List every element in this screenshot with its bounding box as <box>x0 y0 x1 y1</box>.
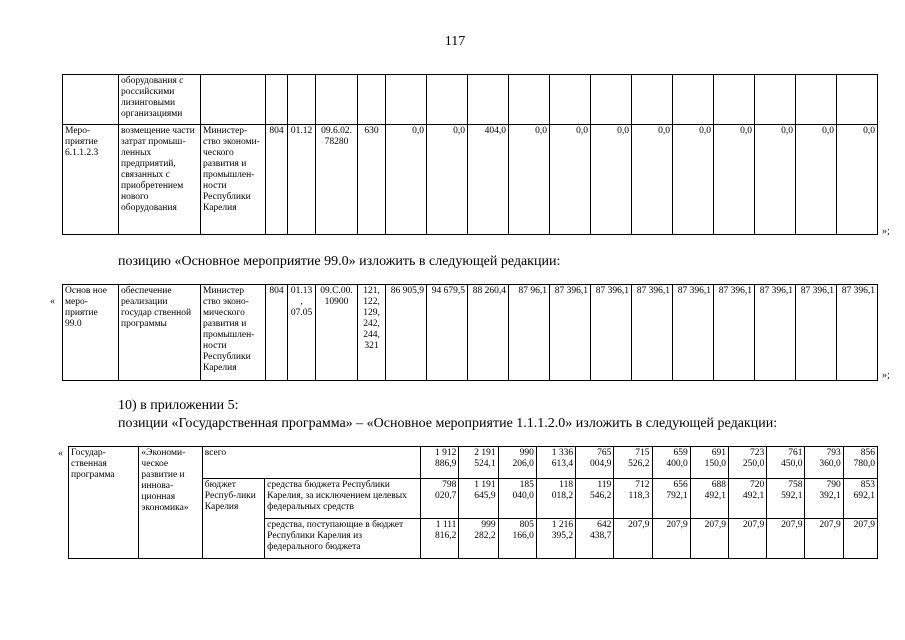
cell-value: 723 250,0 <box>729 447 767 479</box>
cell-value: 1 912 886,9 <box>421 447 459 479</box>
cell-value: 0,0 <box>509 125 550 235</box>
cell-value: 798 020,7 <box>421 479 459 519</box>
cell-value: 0,0 <box>796 125 837 235</box>
cell-value: 790 392,1 <box>805 479 843 519</box>
cell-name <box>63 75 119 125</box>
cell-value: 793 360,0 <box>805 447 843 479</box>
opening-quote: « <box>58 448 63 459</box>
cell-rzpr: 01.13, 07.05 <box>288 285 316 381</box>
cell-value: 0,0 <box>550 125 591 235</box>
cell-value: 87 396,1 <box>714 285 755 381</box>
table-row <box>63 125 878 235</box>
closing-quote: »; <box>882 226 890 237</box>
cell-value: 0,0 <box>427 125 468 235</box>
table-row <box>69 447 878 479</box>
cell-value: 688 492,1 <box>690 479 728 519</box>
cell-value: 659 400,0 <box>652 447 690 479</box>
table-main-measure-99 <box>62 284 878 381</box>
cell-value: 87 396,1 <box>591 285 632 381</box>
cell-value: 0,0 <box>632 125 673 235</box>
cell-value: 86 905,9 <box>386 285 427 381</box>
cell-value: 765 004,9 <box>576 447 614 479</box>
cell-value: 207,9 <box>614 519 652 559</box>
cell-value: 207,9 <box>767 519 805 559</box>
cell-grbs: 804 <box>266 285 288 381</box>
cell-value: 715 526,2 <box>614 447 652 479</box>
cell-desc: обеспечение реализации государ ственной программы <box>119 285 201 381</box>
cell-value: 118 018,2 <box>536 479 575 519</box>
cell-value: 404,0 <box>468 125 509 235</box>
cell-value: 0,0 <box>386 125 427 235</box>
opening-quote: « <box>50 296 55 307</box>
cell-value: 656 792,1 <box>652 479 690 519</box>
cell-value: 94 679,5 <box>427 285 468 381</box>
cell-value: 207,9 <box>690 519 728 559</box>
cell-value: 691 150,0 <box>690 447 728 479</box>
cell-value: 761 450,0 <box>767 447 805 479</box>
cell-value: 1 216 395,2 <box>536 519 575 559</box>
cell-value: 207,9 <box>843 519 877 559</box>
cell-value: 720 492,1 <box>729 479 767 519</box>
cell-value: 185 040,0 <box>498 479 536 519</box>
cell-value: 88 260,4 <box>468 285 509 381</box>
cell-program-name: «Экономи-ческое развитие и иннова-ционная экономика» <box>139 447 202 559</box>
cell-desc: оборудования с российскими лизинговыми организациями <box>119 75 201 125</box>
table-state-program <box>68 446 878 559</box>
cell-value: 207,9 <box>652 519 690 559</box>
cell-value: 207,9 <box>729 519 767 559</box>
cell-value: 990 206,0 <box>498 447 536 479</box>
cell-csr: 09.6.02. 78280 <box>316 125 358 235</box>
cell-value: 0,0 <box>591 125 632 235</box>
cell-value: 805 166,0 <box>498 519 536 559</box>
cell-csr: 09.С.00. 10900 <box>316 285 358 381</box>
cell-value: 999 282,2 <box>459 519 498 559</box>
cell-value: 87 396,1 <box>837 285 878 381</box>
cell-value: 1 191 645,9 <box>459 479 498 519</box>
cell-source-label: средства, поступающие в бюджет Республики Карелия из федерального бюджета <box>265 519 421 559</box>
cell-value: 712 118,3 <box>614 479 652 519</box>
cell-value: 0,0 <box>837 125 878 235</box>
cell-value: 87 396,1 <box>755 285 796 381</box>
cell-value: 0,0 <box>755 125 796 235</box>
table-row <box>63 285 878 381</box>
paragraph-appendix-5: 10) в приложении 5: <box>118 398 239 413</box>
cell-value: 0,0 <box>673 125 714 235</box>
cell-value: 856 780,0 <box>843 447 877 479</box>
cell-value: 1 336 613,4 <box>536 447 575 479</box>
cell-grbs: 804 <box>266 125 288 235</box>
cell-executor: Министер ство эконо-мического развития и промышлен-ности Республики Карелия <box>201 285 266 381</box>
cell-value: 87 396,1 <box>632 285 673 381</box>
page-number: 117 <box>444 34 466 49</box>
cell-value: 119 546,2 <box>576 479 614 519</box>
cell-source-label: средства бюджета Республики Карелия, за исключением целевых федеральных средств <box>265 479 421 519</box>
cell-value: 87 396,1 <box>673 285 714 381</box>
cell-desc: возмещение части затрат промыш-ленных предприятий, связанных с приобретением нового оборудования <box>119 125 201 235</box>
cell-value: 758 592,1 <box>767 479 805 519</box>
cell-value: 87 396,1 <box>550 285 591 381</box>
paragraph-position-99: позицию «Основное мероприятие 99.0» изложить в следующей редакции: <box>118 254 561 269</box>
cell-value: 87 96,1 <box>509 285 550 381</box>
cell-budget-label: бюджет Респуб-лики Карелия <box>202 479 264 559</box>
cell-name: Меро-приятие 6.1.1.2.3 <box>63 125 119 235</box>
closing-quote: »; <box>882 370 890 381</box>
cell-status: Государ-ственная программа <box>69 447 139 559</box>
cell-value: 87 396,1 <box>796 285 837 381</box>
table-row <box>63 75 878 125</box>
cell-value: 642 438,7 <box>576 519 614 559</box>
cell-value: 0,0 <box>714 125 755 235</box>
cell-vr: 630 <box>358 125 386 235</box>
cell-rzpr: 01.12 <box>288 125 316 235</box>
paragraph-positions: позиции «Государственная программа» – «Основное мероприятие 1.1.1.2.0» изложить в следующей редакции: <box>118 416 778 431</box>
table-measure-6-1-1-2-3 <box>62 74 878 235</box>
cell-name: Основ ное меро-приятие 99.0 <box>63 285 119 381</box>
cell-total-label: всего <box>202 447 420 479</box>
cell-value: 1 111 816,2 <box>421 519 459 559</box>
cell-value: 2 191 524,1 <box>459 447 498 479</box>
cell-value: 853 692,1 <box>843 479 877 519</box>
cell-vr: 121, 122, 129, 242, 244, 321 <box>358 285 386 381</box>
cell-executor: Министер-ство экономи-ческого развития и промышлен-ности Республики Карелия <box>201 125 266 235</box>
cell-value: 207,9 <box>805 519 843 559</box>
